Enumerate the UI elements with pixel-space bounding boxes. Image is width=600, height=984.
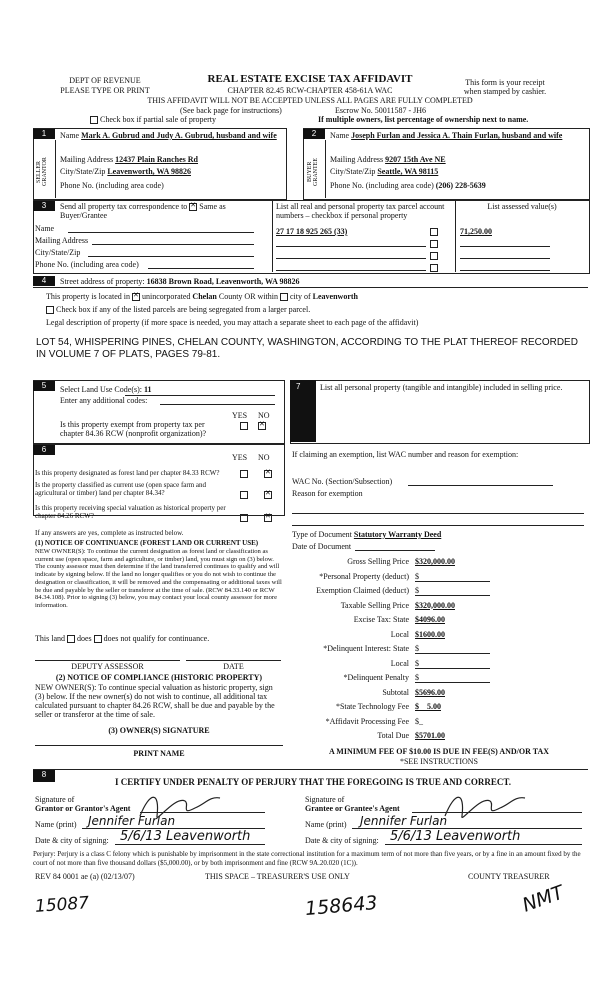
section-5-number: 5 [33,381,55,391]
handwritten-number-center: 158643 [304,891,379,921]
seller-mail-row: Mailing Address 12437 Plain Ranches Rd [60,155,199,164]
grantor-label: Grantor or Grantor's Agent [35,804,131,813]
exempt-question: Is this property exempt from property tax per chapter 84.36 RCW (nonprofit organization)? [60,420,207,438]
parcel-1-checkbox[interactable] [430,228,438,236]
s6-yes: YES [232,453,248,462]
tax-row: Exemption Claimed (deduct) $ [295,586,585,601]
street-address: 16838 Brown Road, Leavenworth, WA 98826 [146,277,300,286]
parcel-4-checkbox[interactable] [430,264,438,272]
tax-row: *Personal Property (deduct) $ [295,572,585,587]
grantee-name-handwritten: Jennifer Furlan [360,814,448,828]
parcel-number: 27 17 18 925 265 (33) [276,227,348,236]
owner-signature-title: (3) OWNER(S) SIGNATURE [108,726,210,735]
same-as-buyer-checkbox[interactable] [189,203,197,211]
city-name: Leavenworth [312,292,358,301]
grantee-label: Grantee or Grantee's Agent [305,804,400,813]
grantor-date-label: Date & city of signing: [35,836,109,845]
continuance-row: This land does does not qualify for continuance. [35,634,210,643]
current-use-question: Is the property classified as current use (open space farm and agricultural or timber) land per chapter 84.34? [35,481,207,497]
tax-row: Taxable Selling Price $320,000.00 [340,600,455,610]
segregated-checkbox[interactable] [46,306,54,314]
handwritten-initials: NMT [519,881,567,917]
historic-yes-checkbox[interactable] [240,514,248,522]
assessor-date-line[interactable] [186,660,281,661]
section-8-number: 8 [33,770,55,782]
see-instructions: *SEE INSTRUCTIONS [399,757,478,766]
land-use-row: Select Land Use Code(s): 11 [60,385,152,394]
treasurer-space: THIS SPACE – TREASURER'S USE ONLY [205,872,350,881]
owner-signature-line[interactable] [35,745,283,746]
tax-row: Total Due $5701.00 [377,731,445,740]
doc-type: Statutory Warranty Deed [353,530,442,539]
buyer-name-row: Name Joseph Furlan and Jessica A. Thain Furlan, husband and wife [330,131,563,140]
exempt-yes-checkbox[interactable] [240,422,248,430]
located-row: This property is located in ✕ unincorporated Chelan County OR within city of Leavenworth [46,292,358,301]
unincorporated-checkbox[interactable] [132,293,140,301]
perjury-notice: Perjury: Perjury is a class C felony which is punishable by imprisonment in the state correctional institution for a maximum term of not more than five years, or by a fine in an amount fixed by the court of not more than five thousand dollars ($5,000.00), or by both imprisonment and fine (RCW 9A.20.020 (1C)). [33,850,581,867]
reason-field-2[interactable] [292,517,584,526]
multiple-owners-note: If multiple owners, list percentage of ownership next to name. [318,115,529,124]
grantor-name-handwritten: Jennifer Furlan [88,814,176,828]
street-address-row: Street address of property: 16838 Brown Road, Leavenworth, WA 98826 [60,277,300,286]
grantee-signature [440,786,530,826]
partial-sale-row: Check box if partial sale of property [90,115,216,124]
county-treasurer: COUNTY TREASURER [468,872,550,881]
buyer-city-row: City/State/Zip Seattle, WA 98115 [330,167,439,176]
segregated-row: Check box if any of the listed parcels are being segregated from a larger parcel. [46,305,310,314]
grantor-name-label: Name (print) [35,820,77,829]
tax-row: Local $ [295,659,585,674]
exemption-claim-label: If claiming an exemption, list WAC number and reason for exemption: [292,450,519,459]
forest-yes-checkbox[interactable] [240,470,248,478]
seller-city-row: City/State/Zip Leavenworth, WA 98826 [60,167,191,176]
s3-phone-field[interactable] [148,260,254,269]
handwritten-number-left: 15087 [34,893,90,917]
deputy-assessor-line[interactable] [35,660,180,661]
additional-codes-label: Enter any additional codes: [60,396,148,405]
s3-mail-label: Mailing Address [35,236,89,245]
form-chapter: CHAPTER 82.45 RCW-CHAPTER 458-61A WAC [227,86,393,95]
seller-phone-label: Phone No. (including area code) [60,181,164,190]
parcel-3-checkbox[interactable] [430,252,438,260]
s3-city-label: City/State/Zip [35,248,81,257]
grantor-sig-label: Signature of [35,795,75,804]
if-yes-note: If any answers are yes, complete as instructed below. [35,529,184,537]
s3-name-label: Name [35,224,55,233]
grantee-date-label: Date & city of signing: [305,836,379,845]
parcel-2-checkbox[interactable] [430,240,438,248]
s3-phone-label: Phone No. (including area code) [35,260,139,269]
grantor-date-handwritten: 5/6/13 Leavenworth [120,829,251,844]
seller-city: Leavenworth, WA 98826 [107,167,191,176]
buyer-mail: 9207 15th Ave NE [385,155,446,164]
section-7-number: 7 [296,382,301,391]
tax-row: *Delinquent Interest: State $ [295,644,585,659]
compliance-text: NEW OWNER(S): To continue special valuation as historic property, sign (3) below. If the new owner(s) do not wish to continue, all additional tax calculated pursuant to chapter 84.26 RCW, shall be due and payable by the seller or transferor at the time of sale. [35,683,275,719]
section-2-number: 2 [303,129,325,139]
section-4-number: 4 [33,276,55,286]
see-back: (See back page for instructions) [180,106,282,115]
buyer-phone-row: Phone No. (including area code) (206) 228-5639 [330,181,486,190]
continuance-text: NEW OWNER(S): To continue the current designation as forest land or classification as current use (open space, farm and agriculture, or timber) land, you must sign on (3) below. The county assessor must then determine if the land transferred continues to qualify and will indicate by signing below. If the land no longer qualifies or you do not wish to continue the designation or classification, it will be removed and the compensating or additional taxes will be due and payable by the seller or transferor at the time of sale. (RCW 84.33.140 or RCW 84.34.108). Prior to signing (3) below, you may contact your local county assessor for more information. [35,548,282,609]
does-not-checkbox[interactable] [94,635,102,643]
tax-row: Excise Tax: State $4096.00 [353,615,445,624]
certify-statement: I CERTIFY UNDER PENALTY OF PERJURY THAT THE FOREGOING IS TRUE AND CORRECT. [115,777,512,787]
personal-property-label: List all personal property (tangible and intangible) included in selling price. [320,383,563,392]
not-accepted-notice: THIS AFFIDAVIT WILL NOT BE ACCEPTED UNLESS ALL PAGES ARE FULLY COMPLETED [147,96,473,105]
current-use-yes-checkbox[interactable] [240,491,248,499]
buyer-side-label: BUYER GRANTEE [307,158,319,186]
assessed-value-label: List assessed value(s) [487,202,557,211]
tax-row: *State Technology Fee $ 5.00 [335,702,441,711]
form-title: REAL ESTATE EXCISE TAX AFFIDAVIT [207,73,413,85]
minimum-fee-note: A MINIMUM FEE OF $10.00 IS DUE IN FEE(S) AND/OR TAX [328,747,550,756]
parcel-list-label: List all real and personal property tax parcel account numbers – checkbox if personal property [276,202,445,220]
send-correspondence-row: Send all property tax correspondence to ✕ Same as Buyer/Grantee [60,202,270,220]
forest-question: Is this property designated as forest land per chapter 84.33 RCW? [35,469,220,477]
current-use-no-checkbox[interactable] [264,491,272,499]
print-name-label: PRINT NAME [133,749,185,758]
partial-sale-checkbox[interactable] [90,116,98,124]
tax-row: *Affidavit Processing Fee $_ [325,716,423,726]
buyer-name: Joseph Furlan and Jessica A. Thain Furlan, husband and wife [351,131,563,140]
receipt-note-2: when stamped by cashier. [463,87,547,96]
tax-row: *Delinquent Penalty $ [295,673,585,688]
doc-date-label: Date of Document [292,542,352,551]
escrow-number: Escrow No. 50011587 - JH6 [335,106,427,115]
s6-no: NO [258,453,270,462]
wac-label: WAC No. (Section/Subsection) [292,477,393,486]
exempt-no-checkbox[interactable] [258,422,266,430]
grantee-sig-label: Signature of [305,795,345,804]
s3-city-field[interactable] [88,248,254,257]
rev-code: REV 84 0001 ae (a) (02/13/07) [35,872,135,881]
buyer-phone: (206) 228-5639 [435,181,486,190]
section-1-number: 1 [33,129,55,139]
grantee-name-label: Name (print) [305,820,347,829]
forest-no-checkbox[interactable] [264,470,272,478]
buyer-city: Seattle, WA 98115 [377,167,439,176]
tax-row: Local $1600.00 [390,629,445,639]
reason-field-1[interactable] [292,505,584,514]
legal-description-label: Legal description of property (if more space is needed, you may attach a separate sheet to each page of the affidavit) [46,318,419,327]
tax-row: Gross Selling Price $320,000.00 [347,557,455,566]
historic-question: Is this property receiving special valuation as historical property per chapter 84.26 RCW? [35,504,226,520]
seller-side-label: SELLER GRANTOR [36,157,48,187]
section-6-number: 6 [33,445,55,455]
land-use-code: 11 [143,385,152,394]
s3-mail-field[interactable] [92,236,254,245]
additional-codes-field[interactable] [160,396,275,405]
legal-description: LOT 54, WHISPERING PINES, CHELAN COUNTY, WASHINGTON, ACCORDING TO THE PLAT THEREOF RECORDED IN VOLUME 7 OF PLATS, PAGES 79-81. [36,337,578,360]
doc-type-row: Type of Document Statutory Warranty Deed [292,530,442,539]
wac-field[interactable] [408,477,553,486]
seller-name: Mark A. Gubrud and Judy A. Gubrud, husband and wife [81,131,277,140]
s3-name-field[interactable] [68,224,254,233]
does-checkbox[interactable] [67,635,75,643]
assessed-value: 71,250.00 [460,227,492,236]
buyer-mail-row: Mailing Address 9207 15th Ave NE [330,155,446,164]
type-or-print: PLEASE TYPE OR PRINT [60,86,150,95]
tax-row: Subtotal $5696.00 [382,687,445,697]
city-checkbox[interactable] [280,293,288,301]
deputy-assessor-label: DEPUTY ASSESSOR [71,662,144,671]
section-3-number: 3 [33,201,55,211]
section-7-bar [290,380,316,442]
compliance-title: (2) NOTICE OF COMPLIANCE (HISTORIC PROPERTY) [55,673,263,682]
receipt-note-1: This form is your receipt [465,78,545,87]
dept-label: DEPT OF REVENUE [69,76,141,85]
grantee-date-handwritten: 5/6/13 Leavenworth [390,829,521,844]
tax-table [295,557,585,746]
continuance-title: (1) NOTICE OF CONTINUANCE (FOREST LAND OR CURRENT USE) [35,539,259,547]
assessor-date-label: DATE [223,662,244,671]
s5-no: NO [258,411,270,420]
doc-date-field[interactable] [355,542,435,551]
seller-name-row: Name Mark A. Gubrud and Judy A. Gubrud, husband and wife [60,131,277,140]
reason-label: Reason for exemption [292,489,363,498]
county-name: Chelan [192,292,217,301]
historic-no-checkbox[interactable] [264,514,272,522]
s5-yes: YES [232,411,248,420]
seller-mail: 12437 Plain Ranches Rd [115,155,199,164]
grantor-signature [135,786,225,826]
